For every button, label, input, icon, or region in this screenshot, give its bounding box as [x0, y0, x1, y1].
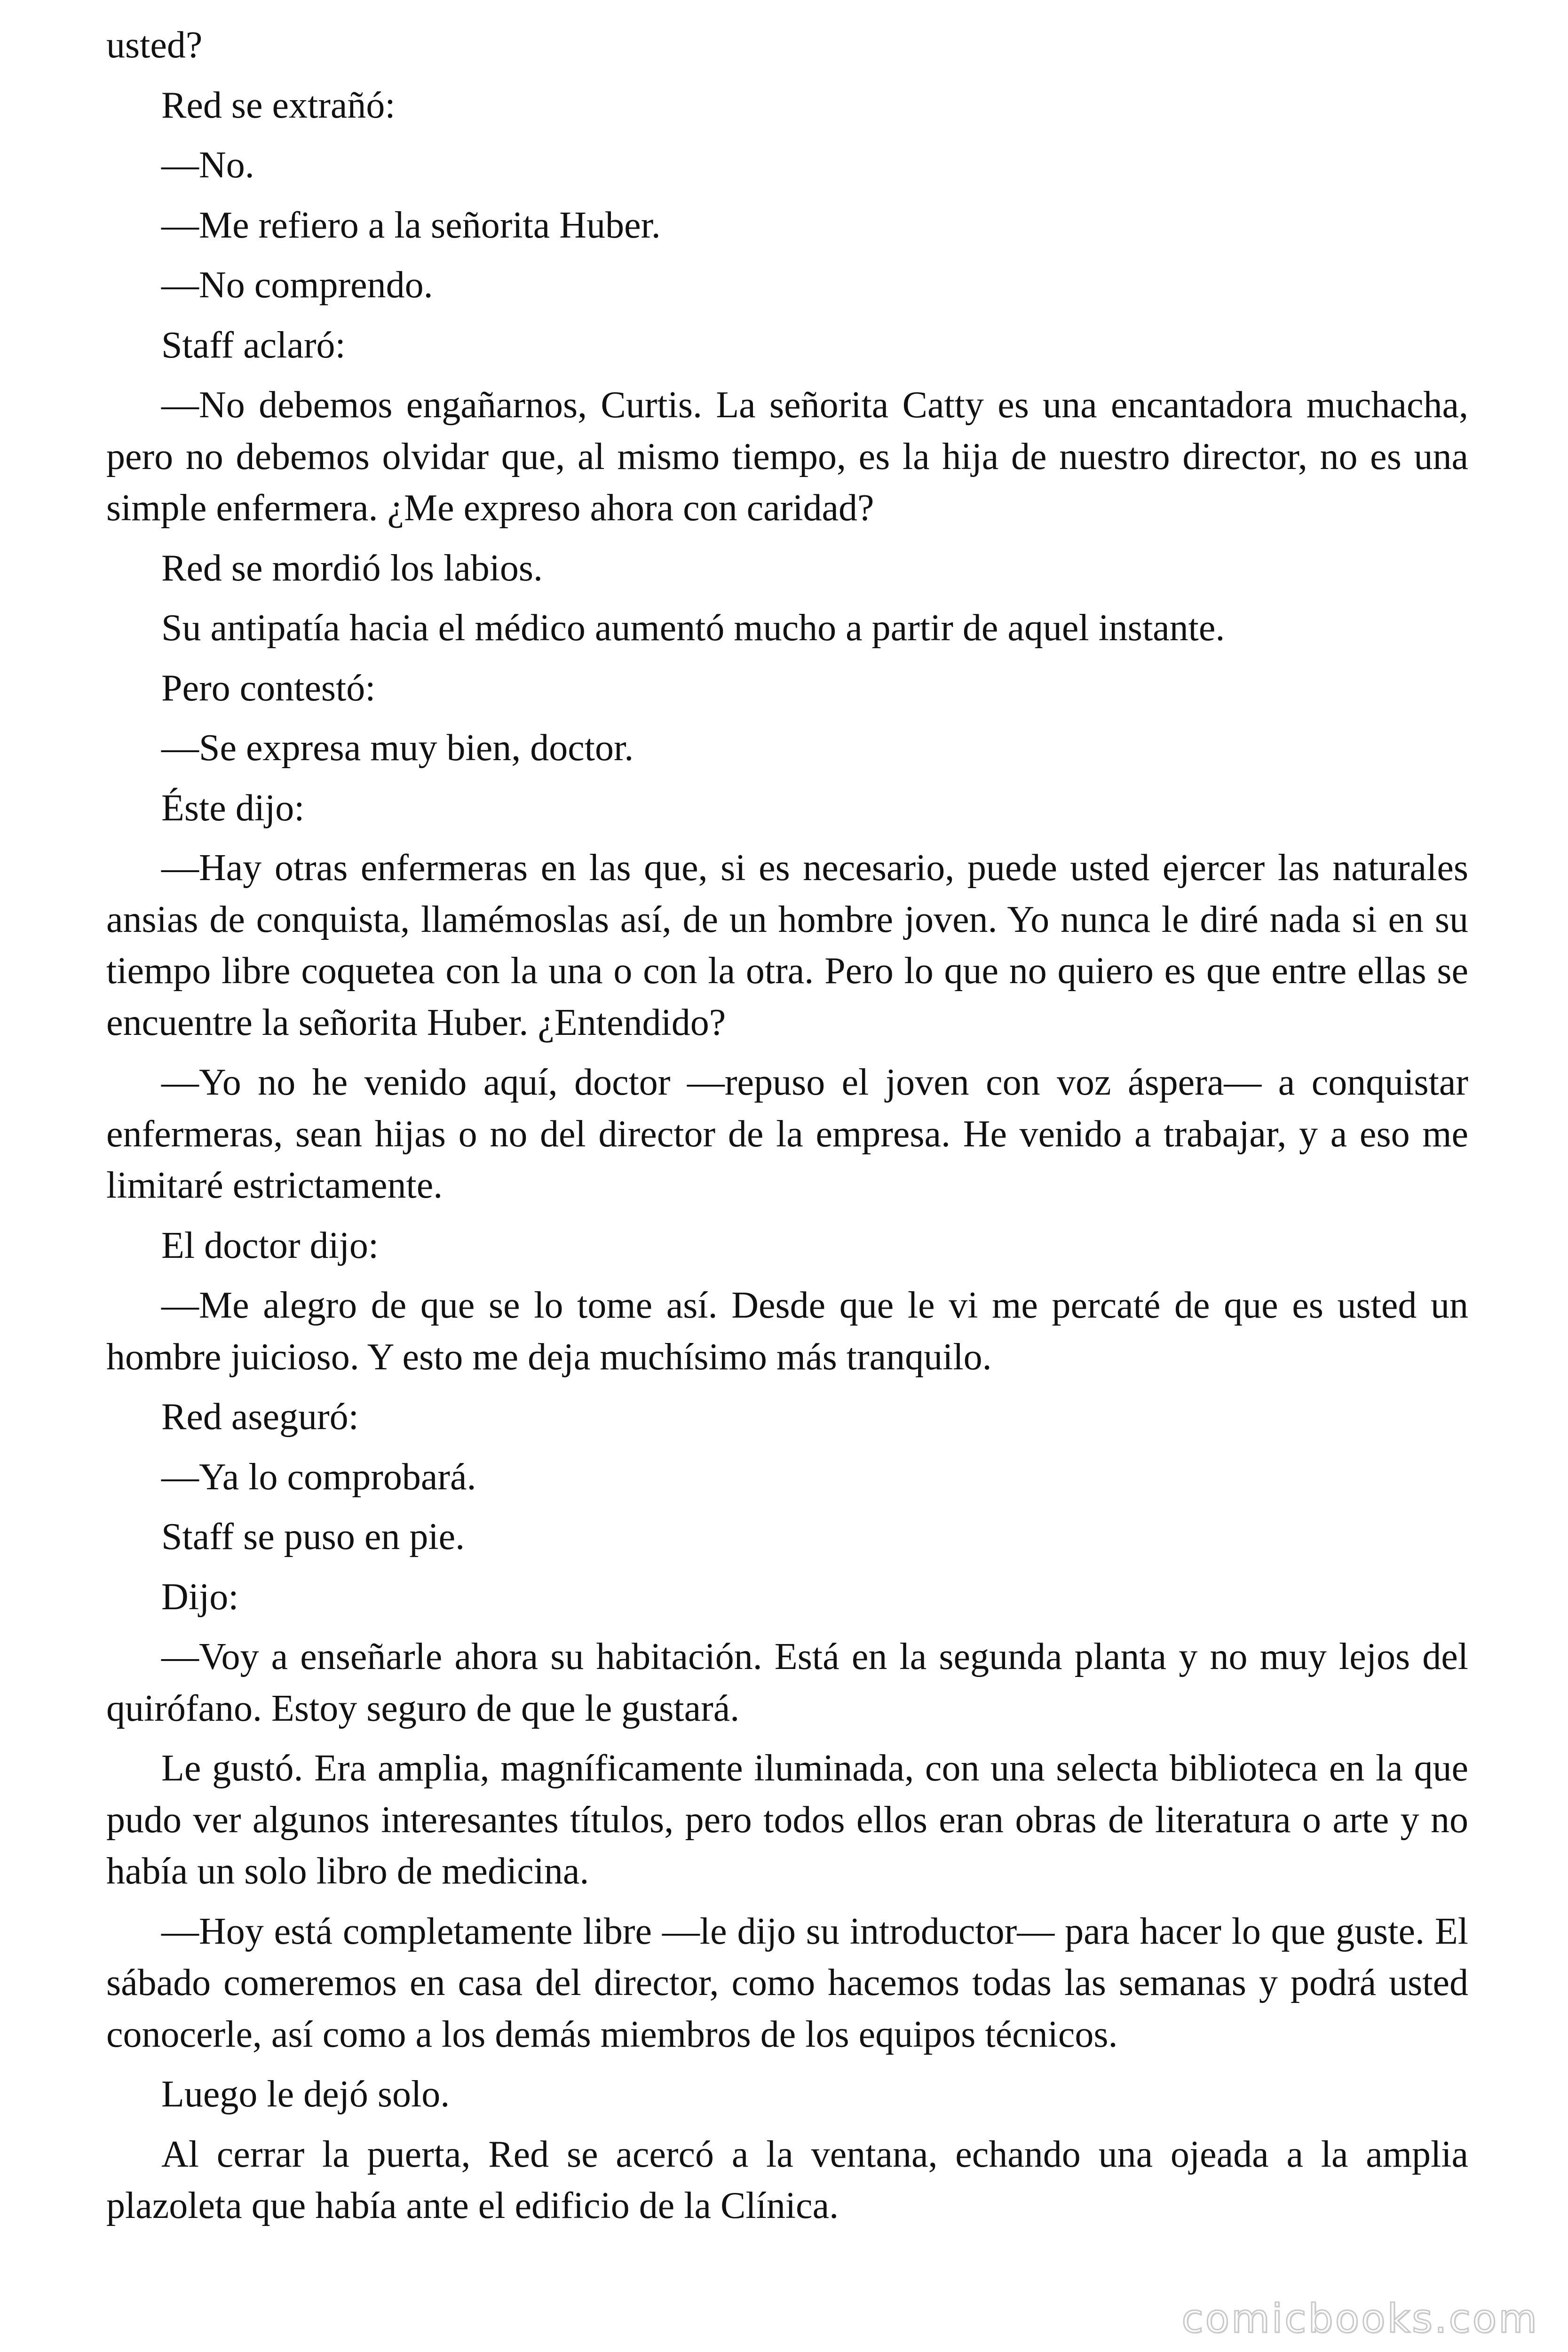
paragraph: Staff se puso en pie. [161, 1516, 465, 1557]
paragraph: Luego le dejó solo. [161, 2074, 450, 2115]
paragraph: Staff aclaró: [161, 324, 346, 366]
paragraph: Al cerrar la puerta, Red se acercó a la ventana, echando una ojeada a la amplia plazoleta que había ante el edificio de la Clínica. [106, 2133, 1468, 2226]
paragraph: —No comprendo. [161, 264, 433, 306]
paragraph: Le gustó. Era amplia, magníficamente iluminada, con una selecta biblioteca en la que pudo ver algunos interesantes títulos, pero todos ellos eran obras de literatura o arte y no había un solo libro de medicina. [106, 1748, 1468, 1892]
paragraph: Red aseguró: [161, 1396, 359, 1438]
paragraph: Red se extrañó: [161, 84, 396, 126]
paragraph: —Ya lo comprobará. [161, 1456, 476, 1498]
paragraph: —Hoy está completamente libre —le dijo su introductor— para hacer lo que guste. El sábado comeremos en casa del director, como hacemos todas las semanas y podrá usted conocerle, así como a los demás miembros de los equipos técnicos. [106, 1910, 1468, 2055]
paragraph: Éste dijo: [161, 787, 305, 829]
paragraph: —Yo no he venido aquí, doctor —repuso el joven con voz áspera— a conquistar enfermeras, sean hijas o no del director de la empresa. He venido a trabajar, y a eso me limitaré estrictamente. [106, 1062, 1468, 1206]
paragraph: —Me refiero a la señorita Huber. [161, 204, 661, 246]
paragraph: Pero contestó: [161, 667, 376, 709]
page-text [106, 20, 1468, 2241]
paragraph-continuation: usted? [106, 24, 203, 66]
paragraph: Dijo: [161, 1576, 239, 1618]
paragraph: —Hay otras enfermeras en las que, si es necesario, puede usted ejercer las naturales ansias de conquista, llamémoslas así, de un hombre joven. Yo nunca le diré nada si en su tiempo libre coquetea con la una o con la otra. Pero lo que no quiero es que entre ellas se encuentre la señorita Huber. ¿Entendido? [106, 847, 1468, 1043]
paragraph: —Voy a enseñarle ahora su habitación. Está en la segunda planta y no muy lejos del quirófano. Estoy seguro de que le gustará. [106, 1636, 1468, 1729]
paragraph: —Me alegro de que se lo tome así. Desde que le vi me percaté de que es usted un hombre juicioso. Y esto me deja muchísimo más tranquilo. [106, 1285, 1468, 1378]
paragraph: El doctor dijo: [161, 1224, 379, 1266]
paragraph: —No debemos engañarnos, Curtis. La señorita Catty es una encantadora muchacha, pero no debemos olvidar que, al mismo tiempo, es la hija de nuestro director, no es una simple enfermera. ¿Me expreso ahora con caridad? [106, 384, 1468, 529]
paragraph: —No. [161, 144, 254, 186]
watermark-logo: comicbooks.com [1181, 2296, 1539, 2342]
paragraph: Red se mordió los labios. [161, 547, 543, 589]
paragraph: —Se expresa muy bien, doctor. [161, 727, 634, 769]
paragraph: Su antipatía hacia el médico aumentó mucho a partir de aquel instante. [161, 607, 1225, 649]
